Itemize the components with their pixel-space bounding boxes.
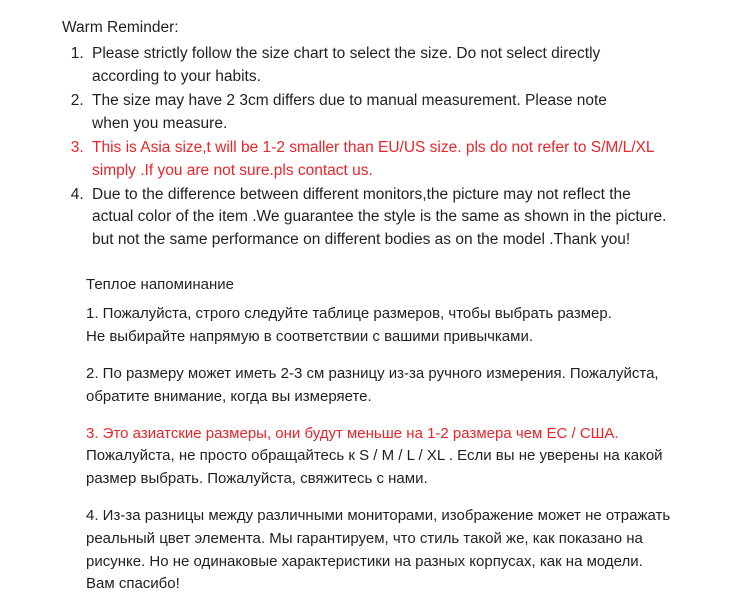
- list-item-line: 3. This is Asia size,t will be 1-2 smaller than EU/US size. pls do not refer to S/M/L/XL: [92, 138, 655, 156]
- list-item-line: actual color of the item .We guarantee the style is the same as shown in the picture.: [92, 208, 667, 226]
- english-section: [62, 18, 720, 252]
- paragraph-line: 4. Из-за разницы между различными мониторами, изображение может не отражать: [86, 506, 671, 524]
- list-item-line: 4. Due to the difference between different monitors,the picture may not reflect the: [92, 185, 631, 203]
- russian-paragraph: [62, 363, 720, 409]
- russian-title: Теплое напоминание: [86, 276, 234, 294]
- paragraph-line: 1. Пожалуйста, строго следуйте таблице размеров, чтобы выбрать размер.: [86, 305, 612, 323]
- paragraph-line: размер выбрать. Пожалуйста, свяжитесь с нами.: [86, 470, 428, 488]
- paragraph-line: 2. По размеру может иметь 2-3 см разницу из-за ручного измерения. Пожалуйста,: [86, 364, 659, 382]
- english-list: [62, 43, 720, 252]
- list-item: [88, 43, 720, 89]
- paragraph-line: Пожалуйста, не просто обращайтесь к S / M / L / XL . Если вы не уверены на какой: [86, 447, 663, 465]
- paragraph-line: Не выбирайте напрямую в соответствии с вашими привычками.: [86, 328, 534, 346]
- list-item-line: according to your habits.: [92, 67, 261, 85]
- list-item-line: simply .If you are not sure.pls contact us.: [92, 161, 373, 179]
- list-item: [88, 90, 720, 136]
- paragraph-line: 3. Это азиатские размеры, они будут меньше на 1-2 размера чем ЕС / США.: [86, 424, 619, 442]
- russian-paragraph: [62, 505, 720, 596]
- list-item-line: 2. The size may have 2 3cm differs due to manual measurement. Please note: [92, 91, 607, 109]
- russian-paragraph-highlight: [62, 423, 720, 491]
- list-item-line: but not the same performance on different bodies as on the model .Thank you!: [92, 231, 631, 249]
- list-item-highlight: [88, 137, 720, 183]
- list-item-line: when you measure.: [92, 114, 228, 132]
- paragraph-line: обратите внимание, когда вы измеряете.: [86, 387, 372, 405]
- russian-section: [62, 274, 720, 596]
- paragraph-line: Вам спасибо!: [86, 575, 180, 593]
- list-item-line: 1. Please strictly follow the size chart to select the size. Do not select directly: [92, 44, 601, 62]
- russian-paragraph: [62, 303, 720, 349]
- list-item: [88, 184, 720, 253]
- paragraph-line: реальный цвет элемента. Мы гарантируем, что стиль такой же, как показано на: [86, 529, 643, 547]
- paragraph-line: рисунке. Но не одинаковые характеристики на разных корпусах, как на модели.: [86, 552, 643, 570]
- english-title: Warm Reminder:: [62, 19, 179, 36]
